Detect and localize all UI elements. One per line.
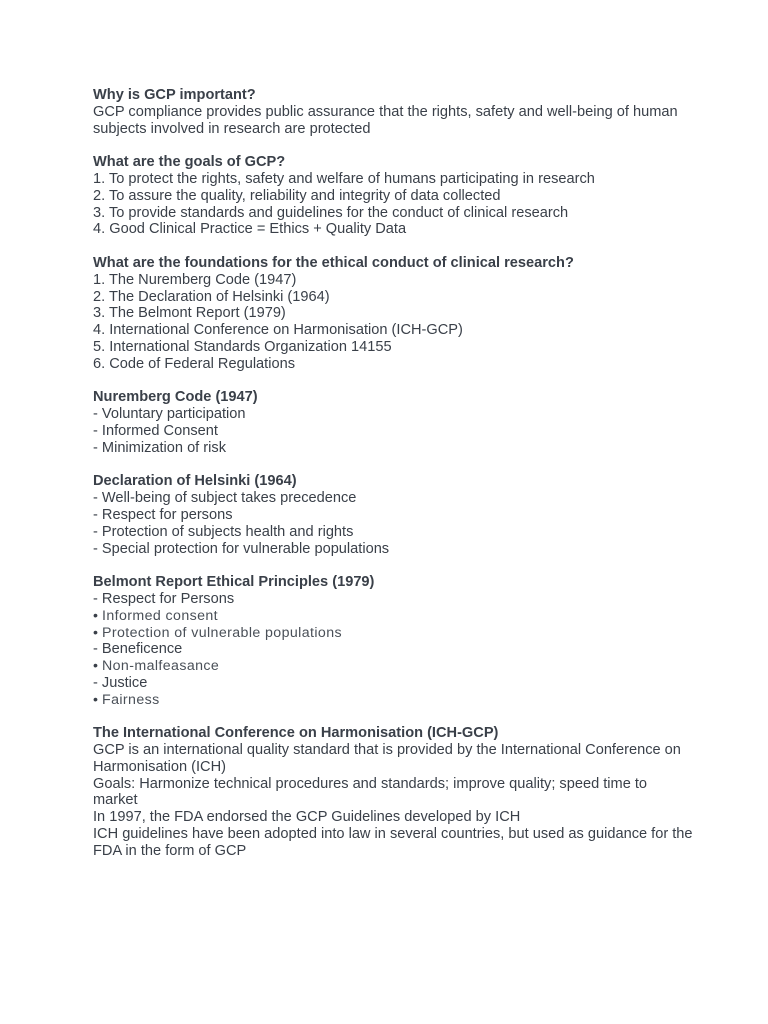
list-item: 5. International Standards Organization 14155 xyxy=(93,338,392,355)
list-item: 1. The Nuremberg Code (1947) xyxy=(93,271,297,288)
list-item: 3. To provide standards and guidelines for the conduct of clinical research xyxy=(93,204,569,221)
section-ich-gcp xyxy=(93,725,693,859)
section-heading: What are the goals of GCP? xyxy=(93,154,286,171)
bullet-icon: • xyxy=(93,691,99,708)
list-item: 1. To protect the rights, safety and welfare of humans participating in research xyxy=(93,170,595,187)
list-item: 4. International Conference on Harmonisation (ICH-GCP) xyxy=(93,322,463,339)
list-item: - Beneficence xyxy=(93,641,183,658)
list-item: 3. The Belmont Report (1979) xyxy=(93,305,286,322)
sub-list-item xyxy=(93,658,693,675)
section-declaration-of-helsinki xyxy=(93,473,693,557)
body-line: GCP compliance provides public assurance that the rights, safety and well-being of human subjects involved in research are protected xyxy=(93,103,678,137)
section-foundations xyxy=(93,255,693,373)
sub-list-item-text: Informed consent xyxy=(102,607,219,624)
list-item: 2. To assure the quality, reliability and integrity of data collected xyxy=(93,187,501,204)
section-heading: Belmont Report Ethical Principles (1979) xyxy=(93,574,375,591)
list-item: - Voluntary participation xyxy=(93,406,246,423)
sub-list-item-text: Fairness xyxy=(102,691,160,708)
sub-list-item-text: Non-malfeasance xyxy=(102,658,220,675)
list-item: 4. Good Clinical Practice = Ethics + Quality Data xyxy=(93,221,407,238)
section-why-gcp-important xyxy=(93,87,693,137)
section-heading: Declaration of Helsinki (1964) xyxy=(93,473,297,490)
document-page xyxy=(93,87,693,876)
sub-list-item xyxy=(93,625,693,642)
body-line: GCP is an international quality standard that is provided by the International Conference on Harmonisation (ICH) xyxy=(93,742,681,775)
list-item: - Informed Consent xyxy=(93,422,218,439)
section-nuremberg-code xyxy=(93,389,693,456)
list-item: - Respect for persons xyxy=(93,506,233,523)
body-line: ICH guidelines have been adopted into law in several countries, but used as guidance for the FDA in the form of GCP xyxy=(93,826,693,859)
sub-list-item-text: Protection of vulnerable populations xyxy=(102,624,342,641)
list-item: - Respect for Persons xyxy=(93,590,235,607)
section-heading: Why is GCP important? xyxy=(93,87,256,103)
list-item: - Special protection for vulnerable populations xyxy=(93,540,390,557)
bullet-icon: • xyxy=(93,607,99,624)
list-item: - Protection of subjects health and rights xyxy=(93,523,354,540)
list-item: - Minimization of risk xyxy=(93,439,226,456)
sub-list-item xyxy=(93,608,693,625)
body-line: Goals: Harmonize technical procedures and standards; improve quality; speed time to market xyxy=(93,775,648,809)
section-heading: Nuremberg Code (1947) xyxy=(93,389,258,406)
list-item: 6. Code of Federal Regulations xyxy=(93,355,296,372)
section-belmont-report xyxy=(93,574,693,708)
list-item: - Justice xyxy=(93,674,148,691)
bullet-icon: • xyxy=(93,624,99,641)
section-heading: What are the foundations for the ethical conduct of clinical research? xyxy=(93,254,574,271)
section-heading: The International Conference on Harmonisation (ICH-GCP) xyxy=(93,725,499,742)
sub-list-item xyxy=(93,692,693,709)
list-item: - Well-being of subject takes precedence xyxy=(93,490,357,507)
section-goals-of-gcp xyxy=(93,154,693,238)
body-line: In 1997, the FDA endorsed the GCP Guidelines developed by ICH xyxy=(93,809,521,826)
list-item: 2. The Declaration of Helsinki (1964) xyxy=(93,288,330,305)
bullet-icon: • xyxy=(93,658,99,675)
